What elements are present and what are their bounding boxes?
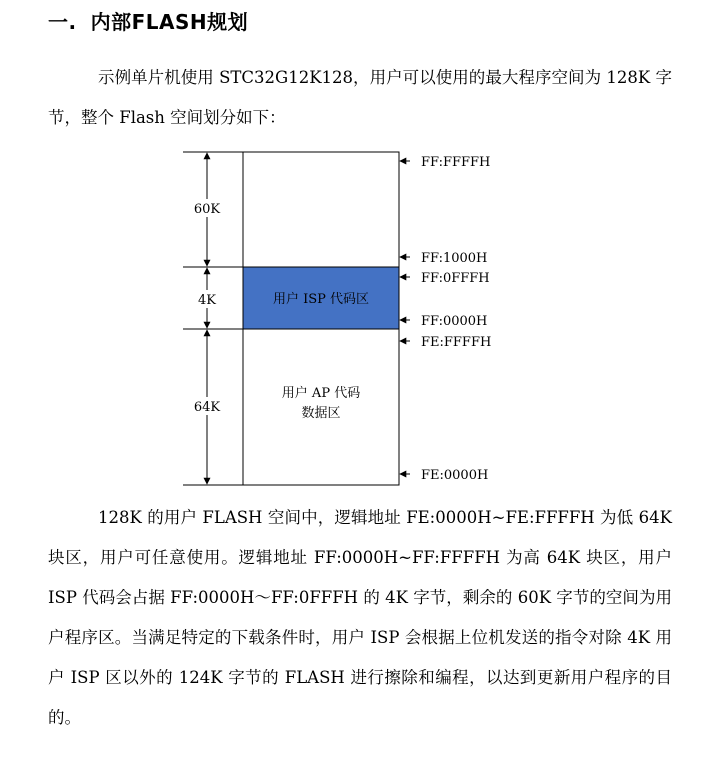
address-label-fe-ffff: FE:FFFFH: [421, 335, 492, 350]
intro-text: 示例单片机使用 STC32G12K128，用户可以使用的最大程序空间为 128K 字节，整个 Flash 空间划分如下：: [48, 68, 672, 127]
address-label-ff-0fff: FF:0FFFH: [421, 271, 490, 286]
isp-region-label: 用户 ISP 代码区: [272, 292, 370, 307]
address-label-ff-ffff: FF:FFFFH: [421, 155, 491, 170]
ap-region-label-line2: 数据区: [301, 406, 341, 421]
app-region-upper: [243, 152, 399, 267]
address-label-fe-0000: FE:0000H: [421, 468, 489, 483]
address-label-ff-1000: FF:1000H: [421, 251, 488, 266]
size-label-4k: 4K: [198, 293, 216, 308]
body-text: 128K 的用户 FLASH 空间中，逻辑地址 FE:0000H~FE:FFFFH 为低 64K 块区，用户可任意使用。逻辑地址 FF:0000H~FF:FFFFH 为高 64K 块区，用户 ISP 代码会占据 FF:0000H～FF:0FFFH 的 4K 字节，剩余的 60K 字节的空间为用户程序区。当满足特定的下载条件时，用户 ISP 会根据上位机发送的指令对除 4K 用户 ISP 区以外的 124K 字节的 FLASH 进行擦除和编程，以达到更新用户程序的目的。: [48, 508, 672, 727]
size-label-60k: 60K: [193, 202, 221, 217]
address-label-ff-0000: FF:0000H: [421, 314, 488, 329]
body-paragraph: [48, 498, 672, 738]
ap-region-label-line1: 用户 AP 代码: [281, 386, 361, 401]
section-title: 内部FLASH规划: [90, 10, 249, 34]
section-number: 一.: [48, 10, 77, 34]
size-label-64k: 64K: [193, 400, 221, 415]
